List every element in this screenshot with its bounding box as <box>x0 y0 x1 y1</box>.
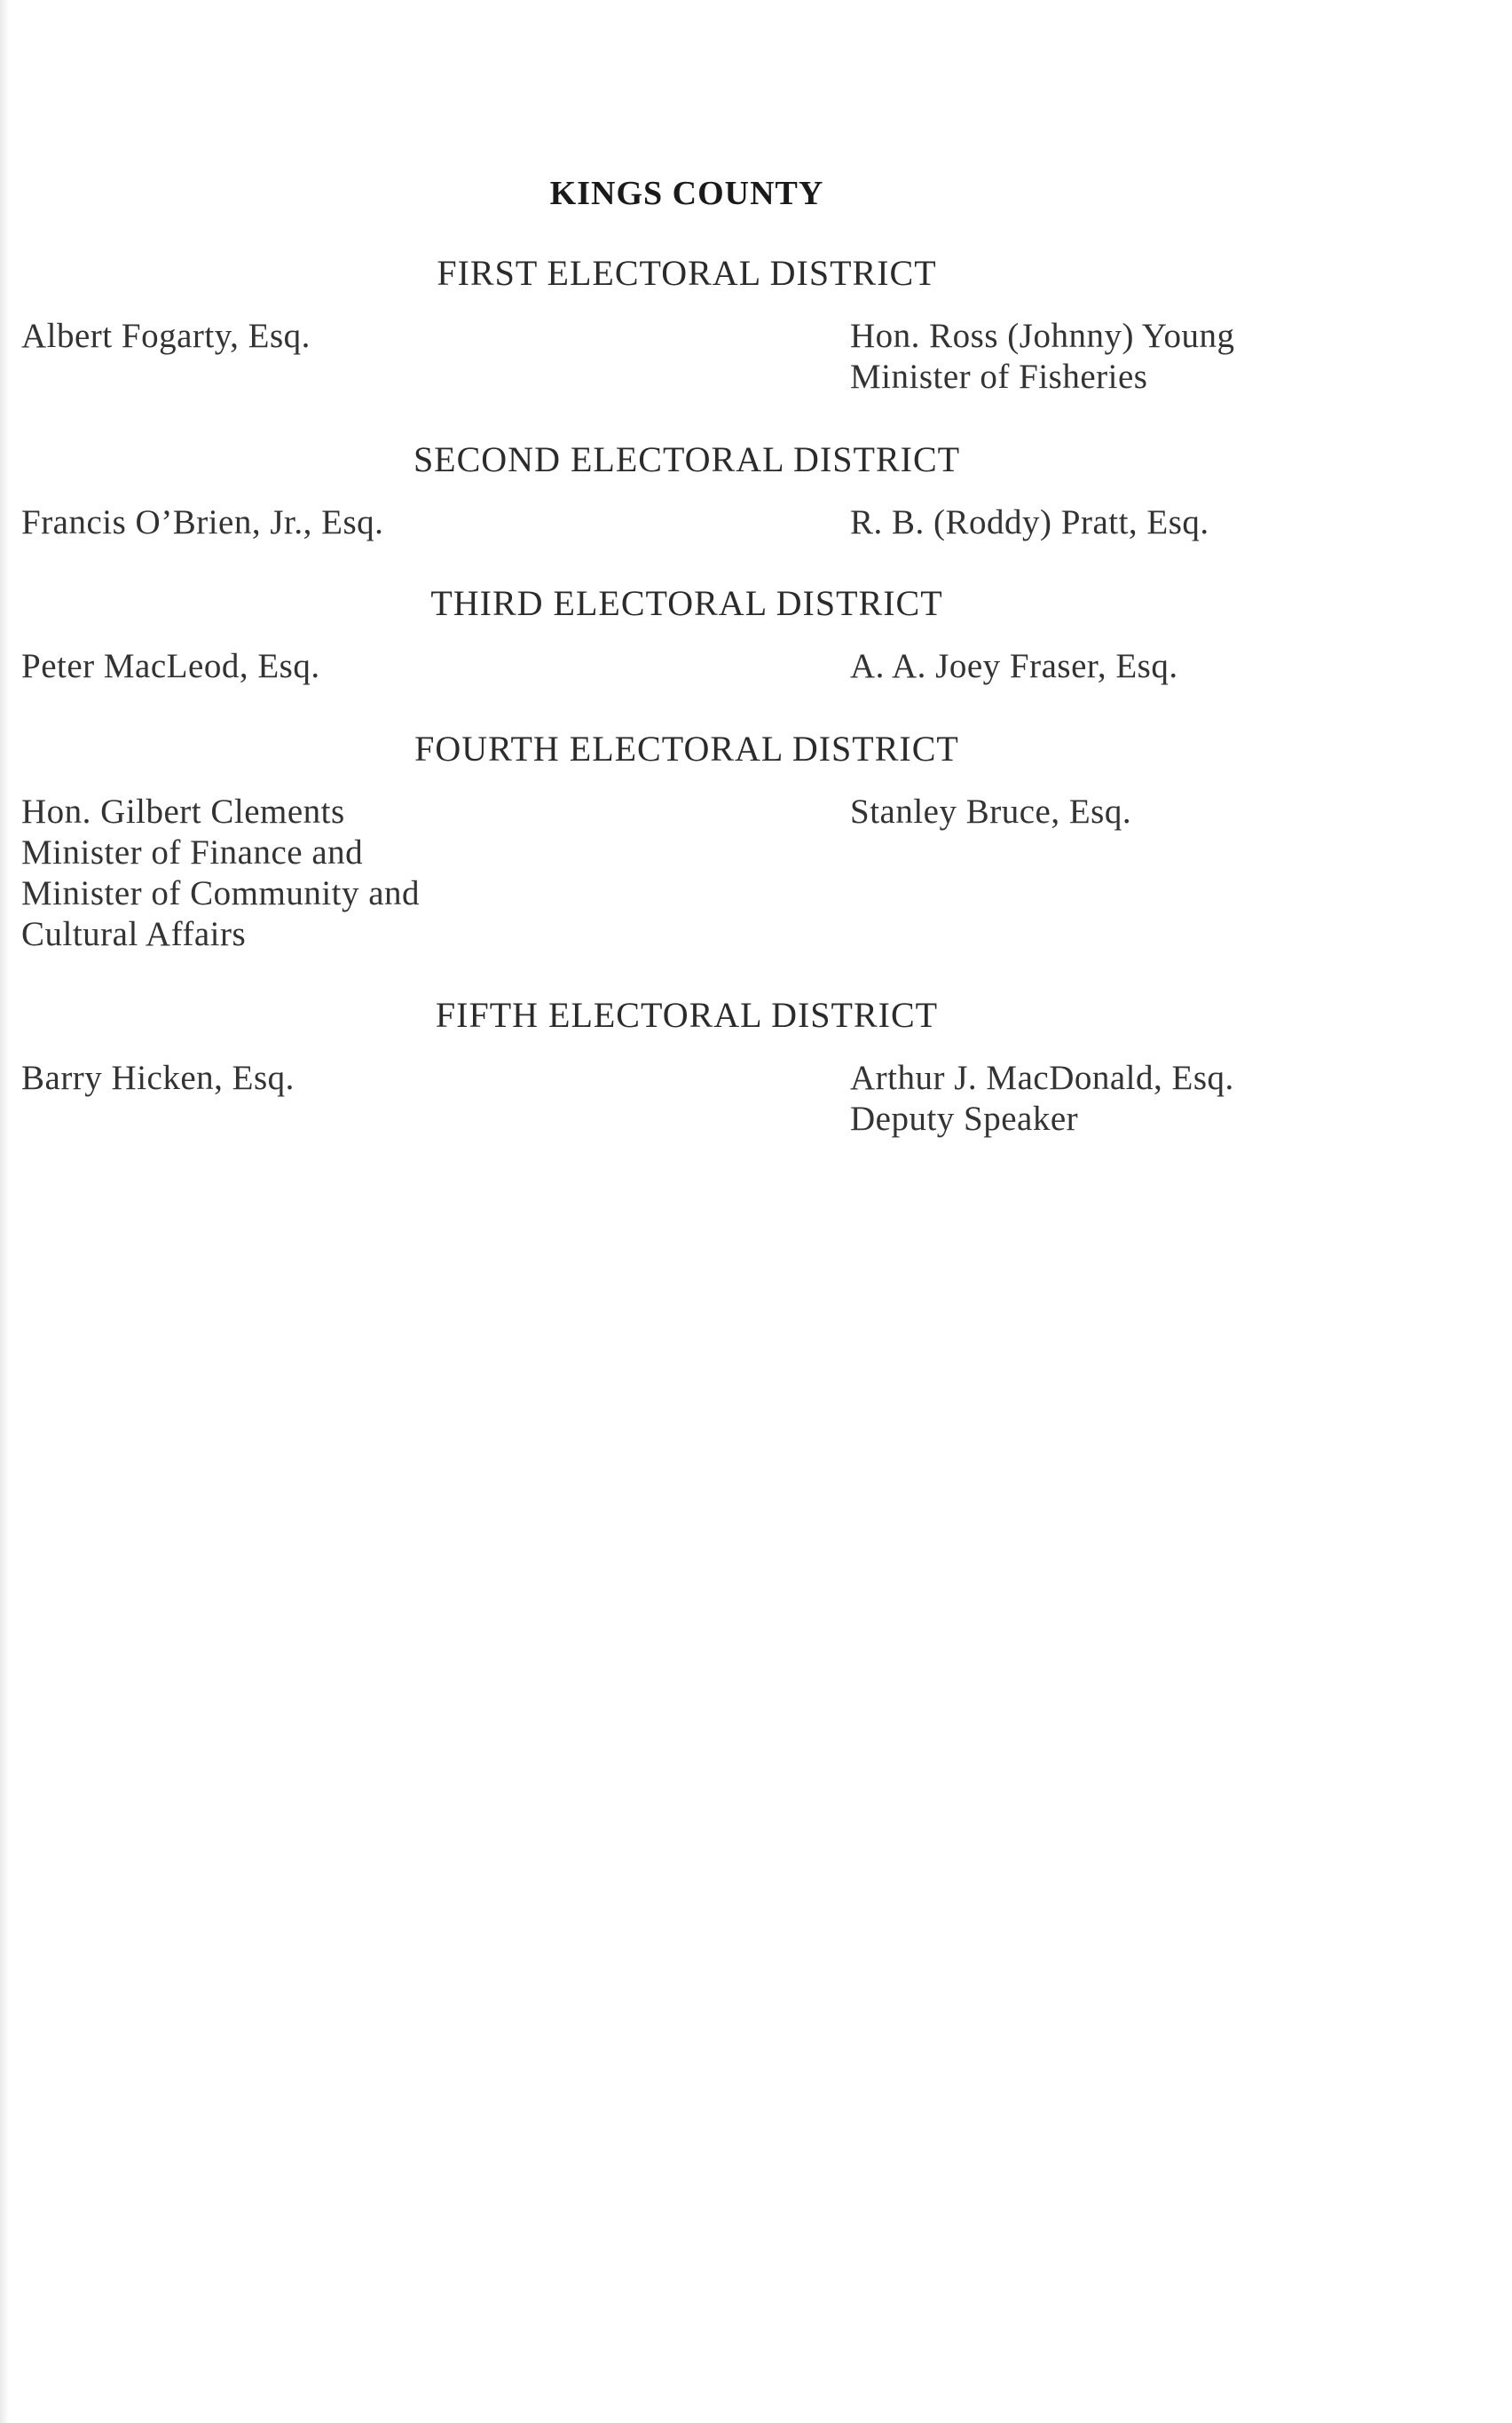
page-edge-shadow <box>0 0 9 2423</box>
member-line: Stanley Bruce, Esq. <box>850 793 1132 831</box>
member-right <box>850 1058 1234 1140</box>
member-right <box>850 646 1178 687</box>
member-left <box>21 316 311 357</box>
member-left <box>21 792 420 955</box>
member-line: Hon. Ross (Johnny) Young <box>850 317 1235 355</box>
member-line: Peter MacLeod, Esq. <box>21 647 320 685</box>
district-heading: FIRST ELECTORAL DISTRICT <box>437 253 937 293</box>
member-right <box>850 502 1209 543</box>
member-line: Barry Hicken, Esq. <box>21 1059 295 1097</box>
member-right <box>850 792 1131 833</box>
member-left <box>21 1058 295 1099</box>
member-line: Francis O’Brien, Jr., Esq. <box>21 503 384 541</box>
member-line: Cultural Affairs <box>21 915 247 953</box>
member-line: Minister of Community and <box>21 874 421 912</box>
member-line: Hon. Gilbert Clements <box>21 793 345 831</box>
county-title: KINGS COUNTY <box>549 175 824 212</box>
member-line: Arthur J. MacDonald, Esq. <box>850 1059 1234 1097</box>
district-heading: FOURTH ELECTORAL DISTRICT <box>414 729 959 769</box>
member-right <box>850 316 1235 398</box>
district-heading: THIRD ELECTORAL DISTRICT <box>430 583 943 623</box>
member-line: Deputy Speaker <box>850 1100 1079 1138</box>
member-line: Minister of Fisheries <box>850 358 1148 396</box>
district-heading: FIFTH ELECTORAL DISTRICT <box>435 995 939 1035</box>
member-left <box>21 502 383 543</box>
member-left <box>21 646 320 687</box>
district-heading: SECOND ELECTORAL DISTRICT <box>413 439 961 479</box>
member-line: A. A. Joey Fraser, Esq. <box>850 647 1178 685</box>
member-line: R. B. (Roddy) Pratt, Esq. <box>850 503 1209 541</box>
member-line: Albert Fogarty, Esq. <box>21 317 311 355</box>
member-line: Minister of Finance and <box>21 833 364 872</box>
